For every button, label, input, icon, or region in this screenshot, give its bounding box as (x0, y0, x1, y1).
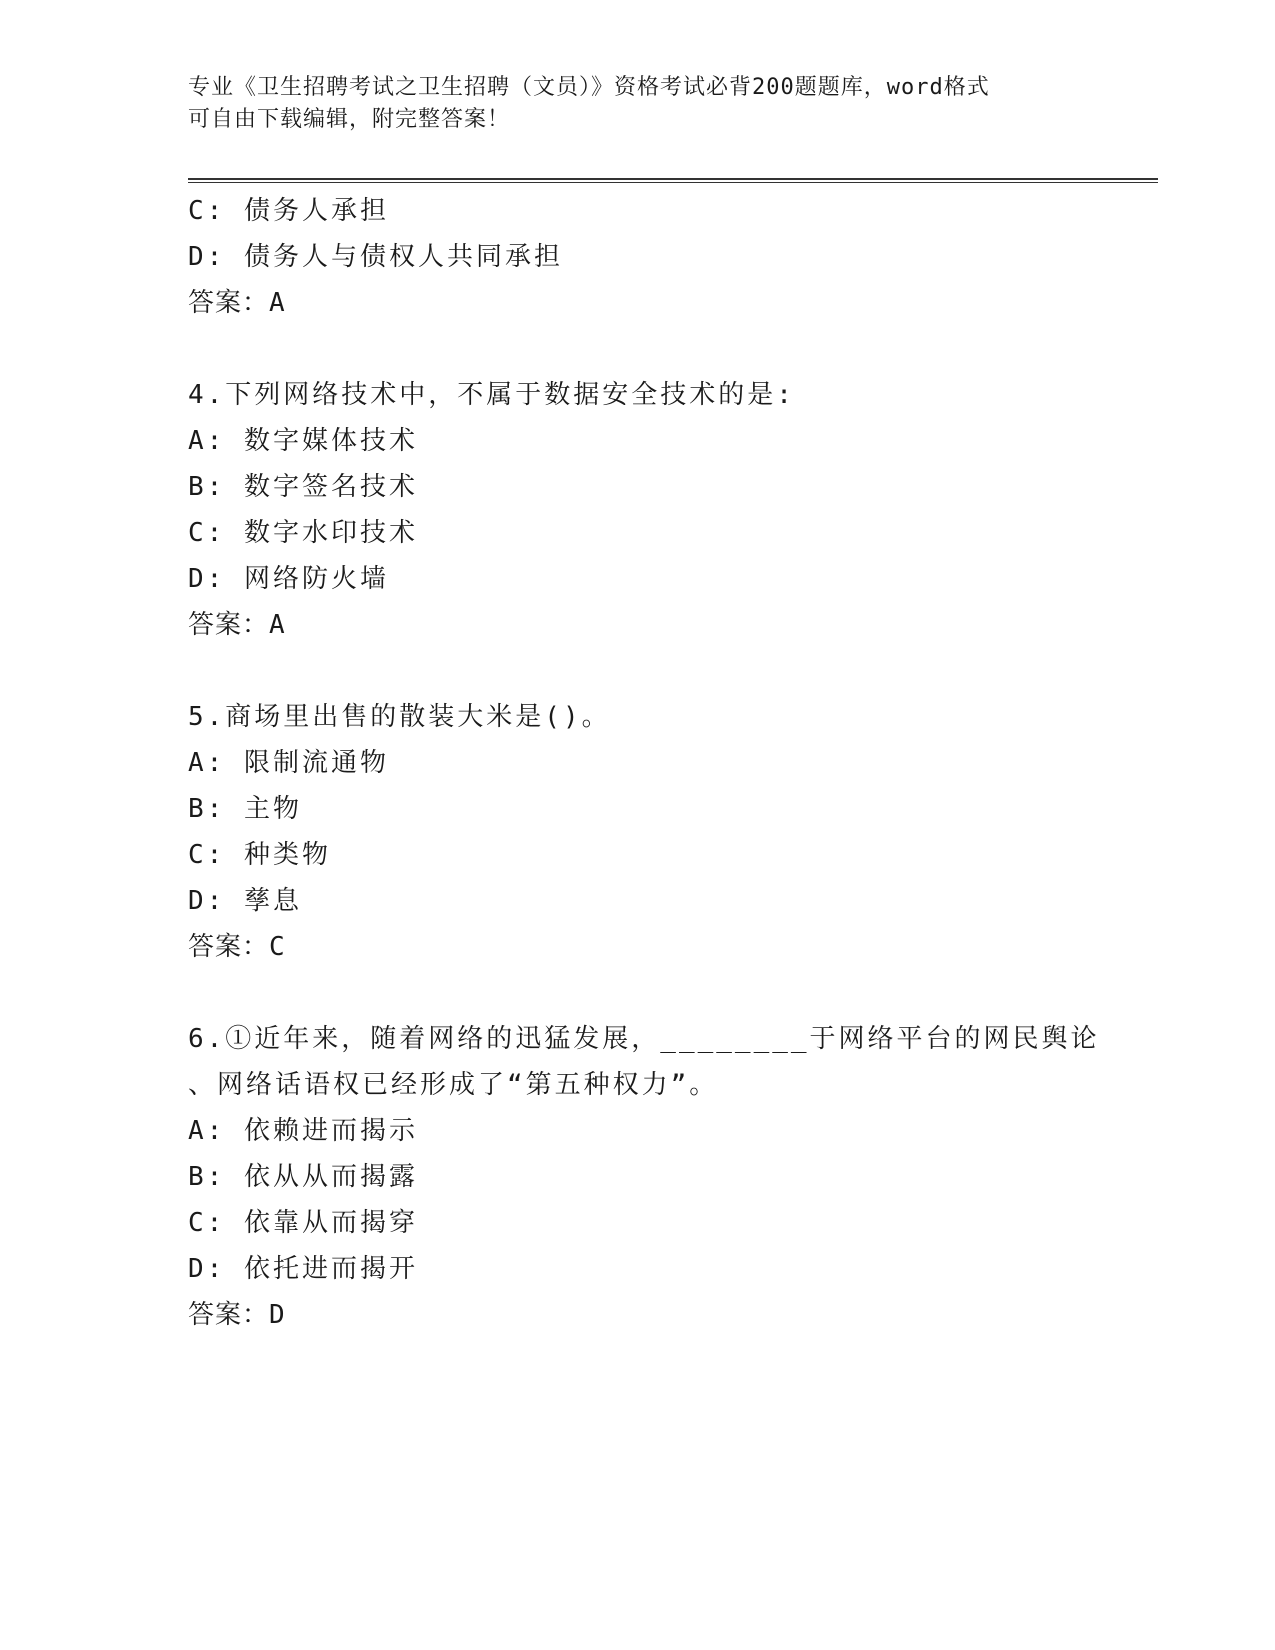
question-list (188, 188, 1100, 1338)
answer-label: 答案： (188, 288, 270, 318)
option-a: A: 限制流通物 (188, 748, 389, 778)
question-stem: 4.下列网络技术中，不属于数据安全技术的是: (188, 380, 795, 410)
option-c: C: 债务人承担 (188, 196, 389, 226)
option-d: D: 依托进而揭开 (188, 1254, 418, 1284)
answer-line (188, 1292, 1088, 1338)
question-stem-line-1: 6.①近年来，随着网络的迅猛发展，________于网络平台的网民舆论 (188, 1024, 1100, 1054)
header-divider (188, 178, 1158, 183)
answer-label: 答案： (188, 1300, 270, 1330)
answer-value: D (269, 1300, 286, 1330)
option-b: B: 依从从而揭露 (188, 1162, 418, 1192)
answer-value: C (269, 932, 286, 962)
option-c: C: 依靠从而揭穿 (188, 1208, 418, 1238)
question-stem-line-2: 、网络话语权已经形成了“第五种权力”。 (188, 1070, 719, 1100)
document-header (188, 72, 1088, 136)
answer-label: 答案： (188, 932, 270, 962)
option-c: C: 数字水印技术 (188, 518, 418, 548)
option-b: B: 主物 (188, 794, 302, 824)
answer-line (188, 602, 1088, 648)
answer-value: A (269, 288, 286, 318)
answer-label: 答案： (188, 610, 270, 640)
option-b: B: 数字签名技术 (188, 472, 418, 502)
option-d: D: 孳息 (188, 886, 302, 916)
option-a: A: 依赖进而揭示 (188, 1116, 418, 1146)
question-stem: 5.商场里出售的散装大米是()。 (188, 702, 611, 732)
option-a: A: 数字媒体技术 (188, 426, 418, 456)
option-c: C: 种类物 (188, 840, 331, 870)
header-title-line-2: 可自由下载编辑，附完整答案！ (188, 107, 511, 132)
option-d: D: 债务人与债权人共同承担 (188, 242, 563, 272)
header-title-line-1: 专业《卫生招聘考试之卫生招聘（文员）》资格考试必背200题题库，word格式 (188, 75, 990, 100)
answer-line (188, 924, 1088, 970)
answer-value: A (269, 610, 286, 640)
answer-line (188, 280, 1088, 326)
option-d: D: 网络防火墙 (188, 564, 389, 594)
